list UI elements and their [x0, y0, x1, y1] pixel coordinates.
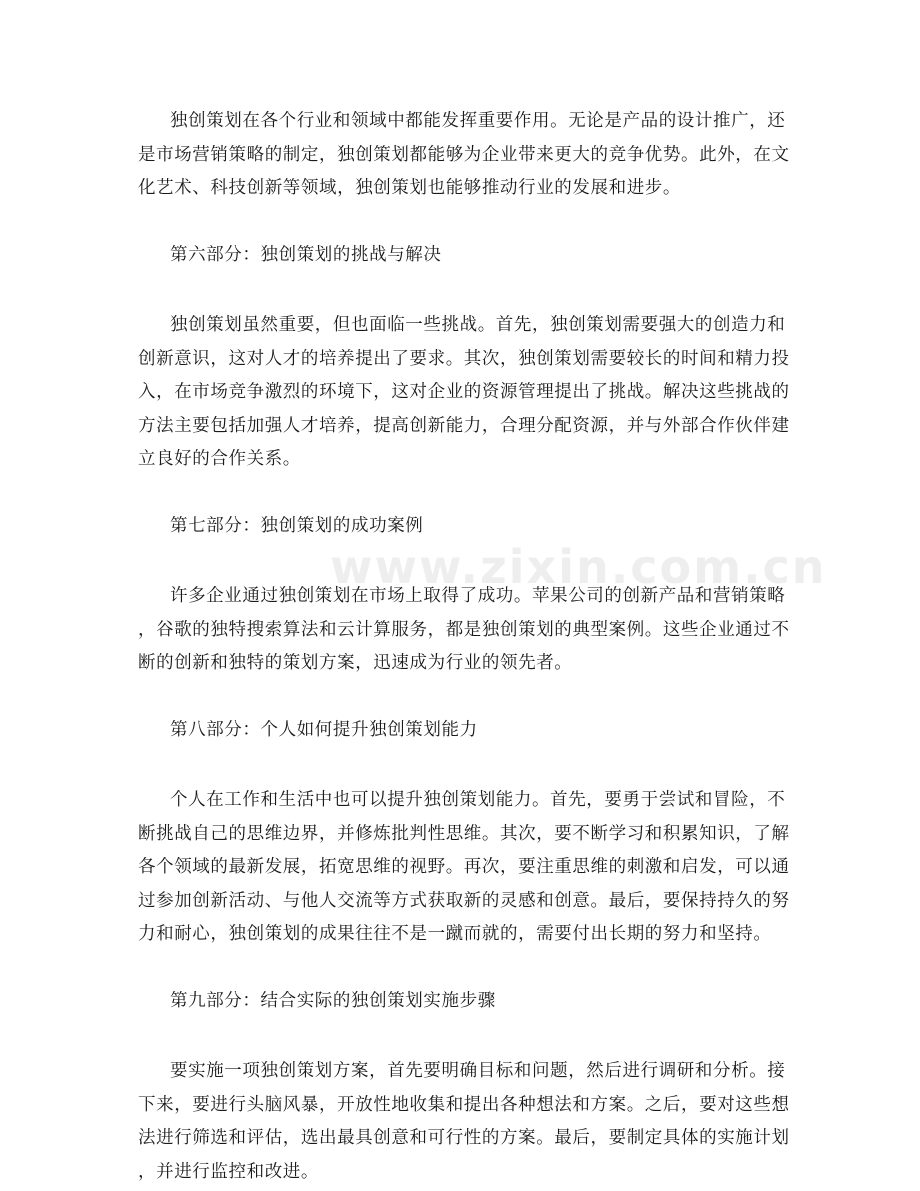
spacer: [138, 543, 788, 580]
section-heading: 第七部分：独创策划的成功案例: [170, 515, 424, 536]
paragraph-line: 断挑战自己的思维边界，并修炼批判性思维。其次，要不断学习和积累知识，了解: [138, 823, 790, 844]
spacer: [138, 272, 788, 309]
spacer: [138, 477, 788, 510]
paragraph-line: 法进行筛选和评估，选出最具创意和可行性的方案。最后，要制定具体的实施计划: [138, 1128, 790, 1148]
section-heading: 第八部分：个人如何提升独创策划能力: [170, 719, 478, 740]
paragraph-line: 入，在市场竞争激烈的环境下，这对企业的资源管理提出了挑战。解决这些挑战的: [138, 382, 790, 402]
paragraph-line: 立良好的合作关系。: [138, 449, 301, 469]
paragraph: [138, 1055, 788, 1189]
paragraph: [138, 309, 788, 477]
spacer: [138, 747, 788, 784]
paragraph-line: ，并进行监控和改进。: [138, 1161, 319, 1182]
paragraph-line: 独创策划在各个行业和领域中都能发挥重要作用。无论是产品的设计推广，还: [170, 111, 786, 131]
paragraph-line: 独创策划虽然重要，但也面临一些挑战。首先，独创策划需要强大的创造力和: [170, 315, 786, 335]
paragraph-line: 要实施一项独创策划方案，首先要明确目标和问题，然后进行调研和分析。接: [170, 1061, 786, 1081]
spacer: [138, 681, 788, 714]
spacer: [138, 952, 788, 985]
spacer: [138, 206, 788, 239]
paragraph-line: ，谷歌的独特搜索算法和云计算服务，都是独创策划的典型案例。这些企业通过不: [138, 619, 790, 640]
paragraph-line: 化艺术、科技创新等领域，独创策划也能够推动行业的发展和进步。: [138, 178, 681, 198]
paragraph-line: 下来，要进行头脑风暴，开放性地收集和提出各种想法和方案。之后，要对这些想: [138, 1094, 790, 1115]
paragraph-line: 各个领域的最新发展，拓宽思维的视野。再次，要注重思维的刺激和启发，可以通: [138, 857, 790, 877]
spacer: [138, 1018, 788, 1055]
watermark: www.zixin.com.cn: [330, 540, 827, 594]
paragraph: [138, 784, 788, 952]
paragraph-line: 力和耐心，独创策划的成果往往不是一蹴而就的，需要付出长期的努力和坚持。: [138, 924, 772, 944]
document-body: [138, 105, 788, 1189]
paragraph-line: 过参加创新活动、与他人交流等方式获取新的灵感和创意。最后，要保持持久的努: [138, 890, 790, 911]
paragraph-line: 是市场营销策略的制定，独创策划都能够为企业带来更大的竞争优势。此外，在文: [138, 144, 790, 165]
paragraph-line: 创新意识，这对人才的培养提出了要求。其次，独创策划需要较长的时间和精力投: [138, 348, 790, 369]
paragraph: [138, 580, 788, 681]
paragraph-line: 断的创新和独特的策划方案，迅速成为行业的领先者。: [138, 653, 573, 673]
section-heading: 第六部分：独创策划的挑战与解决: [170, 244, 442, 265]
paragraph: [138, 105, 788, 206]
paragraph-line: 许多企业通过独创策划在市场上取得了成功。苹果公司的创新产品和营销策略: [170, 586, 786, 606]
section-heading: 第九部分：结合实际的独创策划实施步骤: [170, 990, 496, 1011]
paragraph-line: 方法主要包括加强人才培养，提高创新能力，合理分配资源，并与外部合作伙伴建: [138, 415, 790, 436]
paragraph-line: 个人在工作和生活中也可以提升独创策划能力。首先，要勇于尝试和冒险，不: [170, 790, 786, 810]
